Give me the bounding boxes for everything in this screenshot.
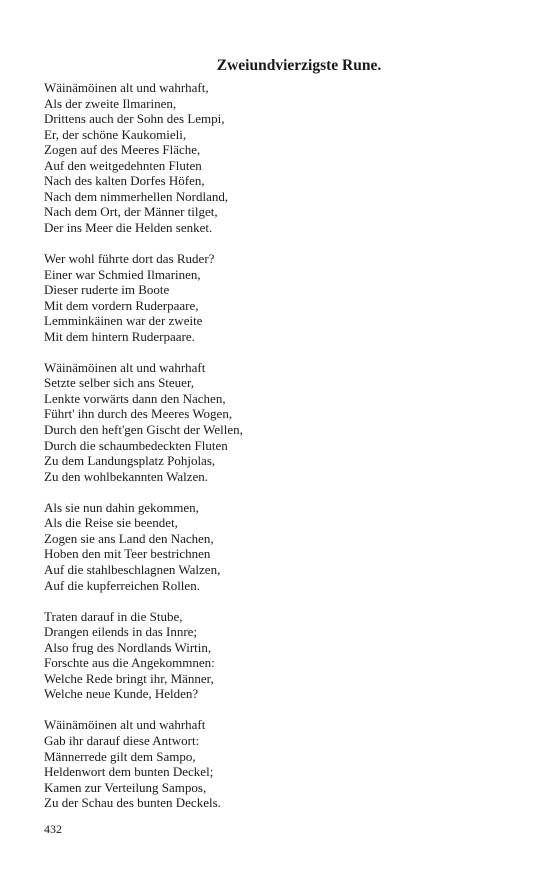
poem-line: Der ins Meer die Helden senket. xyxy=(44,219,213,235)
poem-line: Durch die schaumbedeckten Fluten xyxy=(44,437,228,453)
poem-line: Welche Rede bringt ihr, Männer, xyxy=(44,670,214,686)
poem-line: Wer wohl führte dort das Ruder? xyxy=(44,251,215,267)
poem-line: Wäinämöinen alt und wahrhaft, xyxy=(44,80,209,95)
poem-line: Lenkte vorwärts dann den Nachen, xyxy=(44,390,226,406)
poem-line: Auf die stahlbeschlagnen Walzen, xyxy=(44,561,221,577)
page-title-text: Zweiundvierzigste Rune. xyxy=(216,57,382,74)
poem-line: Zu den wohlbekannten Walzen. xyxy=(44,468,209,484)
poem-line: Forschte aus die Angekommnen: xyxy=(44,655,215,671)
page-title xyxy=(0,57,550,75)
stanza xyxy=(44,609,524,702)
poem-line: Einer war Schmied Ilmarinen, xyxy=(44,266,201,282)
poem-body xyxy=(44,80,524,826)
poem-line: Nach dem Ort, der Männer tilget, xyxy=(44,204,218,220)
stanza xyxy=(44,500,524,593)
poem-line: Männerrede gilt dem Sampo, xyxy=(44,748,196,764)
poem-line: Er, der schöne Kaukomieli, xyxy=(44,126,187,142)
page-number: 432 xyxy=(44,822,62,836)
poem-line: Hoben den mit Teer bestrichnen xyxy=(44,546,211,562)
poem-line: Drangen eilends in das Innre; xyxy=(44,624,198,640)
poem-line: Wäinämöinen alt und wahrhaft xyxy=(44,359,206,375)
poem-line: Auf die kupferreichen Rollen. xyxy=(44,577,200,593)
poem-line: Nach dem nimmerhellen Nordland, xyxy=(44,188,229,204)
poem-line: Gab ihr darauf diese Antwort: xyxy=(44,732,200,748)
poem-line: Zogen sie ans Land den Nachen, xyxy=(44,530,214,546)
poem-line: Lemminkäinen war der zweite xyxy=(44,313,203,329)
poem-line: Auf den weitgedehnten Fluten xyxy=(44,157,202,173)
poem-line: Traten darauf in die Stube, xyxy=(44,608,183,624)
poem-line: Wäinämöinen alt und wahrhaft xyxy=(44,717,206,733)
poem-line: Drittens auch der Sohn des Lempi, xyxy=(44,111,225,127)
poem-line: Mit dem vordern Ruderpaare, xyxy=(44,297,199,313)
poem-line: Als sie nun dahin gekommen, xyxy=(44,499,199,515)
poem-line: Nach des kalten Dorfes Höfen, xyxy=(44,173,205,189)
poem-line: Welche neue Kunde, Helden? xyxy=(44,686,199,702)
poem-line: Zu der Schau des bunten Deckels. xyxy=(44,795,221,811)
stanza xyxy=(44,80,524,235)
stanza xyxy=(44,360,524,484)
poem-line: Als der zweite Ilmarinen, xyxy=(44,95,177,111)
poem-line: Also frug des Nordlands Wirtin, xyxy=(44,639,212,655)
stanza xyxy=(44,251,524,344)
poem-line: Führt' ihn durch des Meeres Wogen, xyxy=(44,406,233,422)
poem-line: Dieser ruderte im Boote xyxy=(44,282,170,298)
poem-line: Setzte selber sich ans Steuer, xyxy=(44,375,195,391)
poem-line: Als die Reise sie beendet, xyxy=(44,515,178,531)
poem-line: Zu dem Landungsplatz Pohjolas, xyxy=(44,453,216,469)
poem-line: Durch den heft'gen Gischt der Wellen, xyxy=(44,422,243,438)
poem-line: Zogen auf des Meeres Fläche, xyxy=(44,142,201,158)
stanza xyxy=(44,717,524,810)
poem-line: Heldenwort dem bunten Deckel; xyxy=(44,764,214,780)
poem-line: Kamen zur Verteilung Sampos, xyxy=(44,779,207,795)
poem-line: Mit dem hintern Ruderpaare. xyxy=(44,328,195,344)
